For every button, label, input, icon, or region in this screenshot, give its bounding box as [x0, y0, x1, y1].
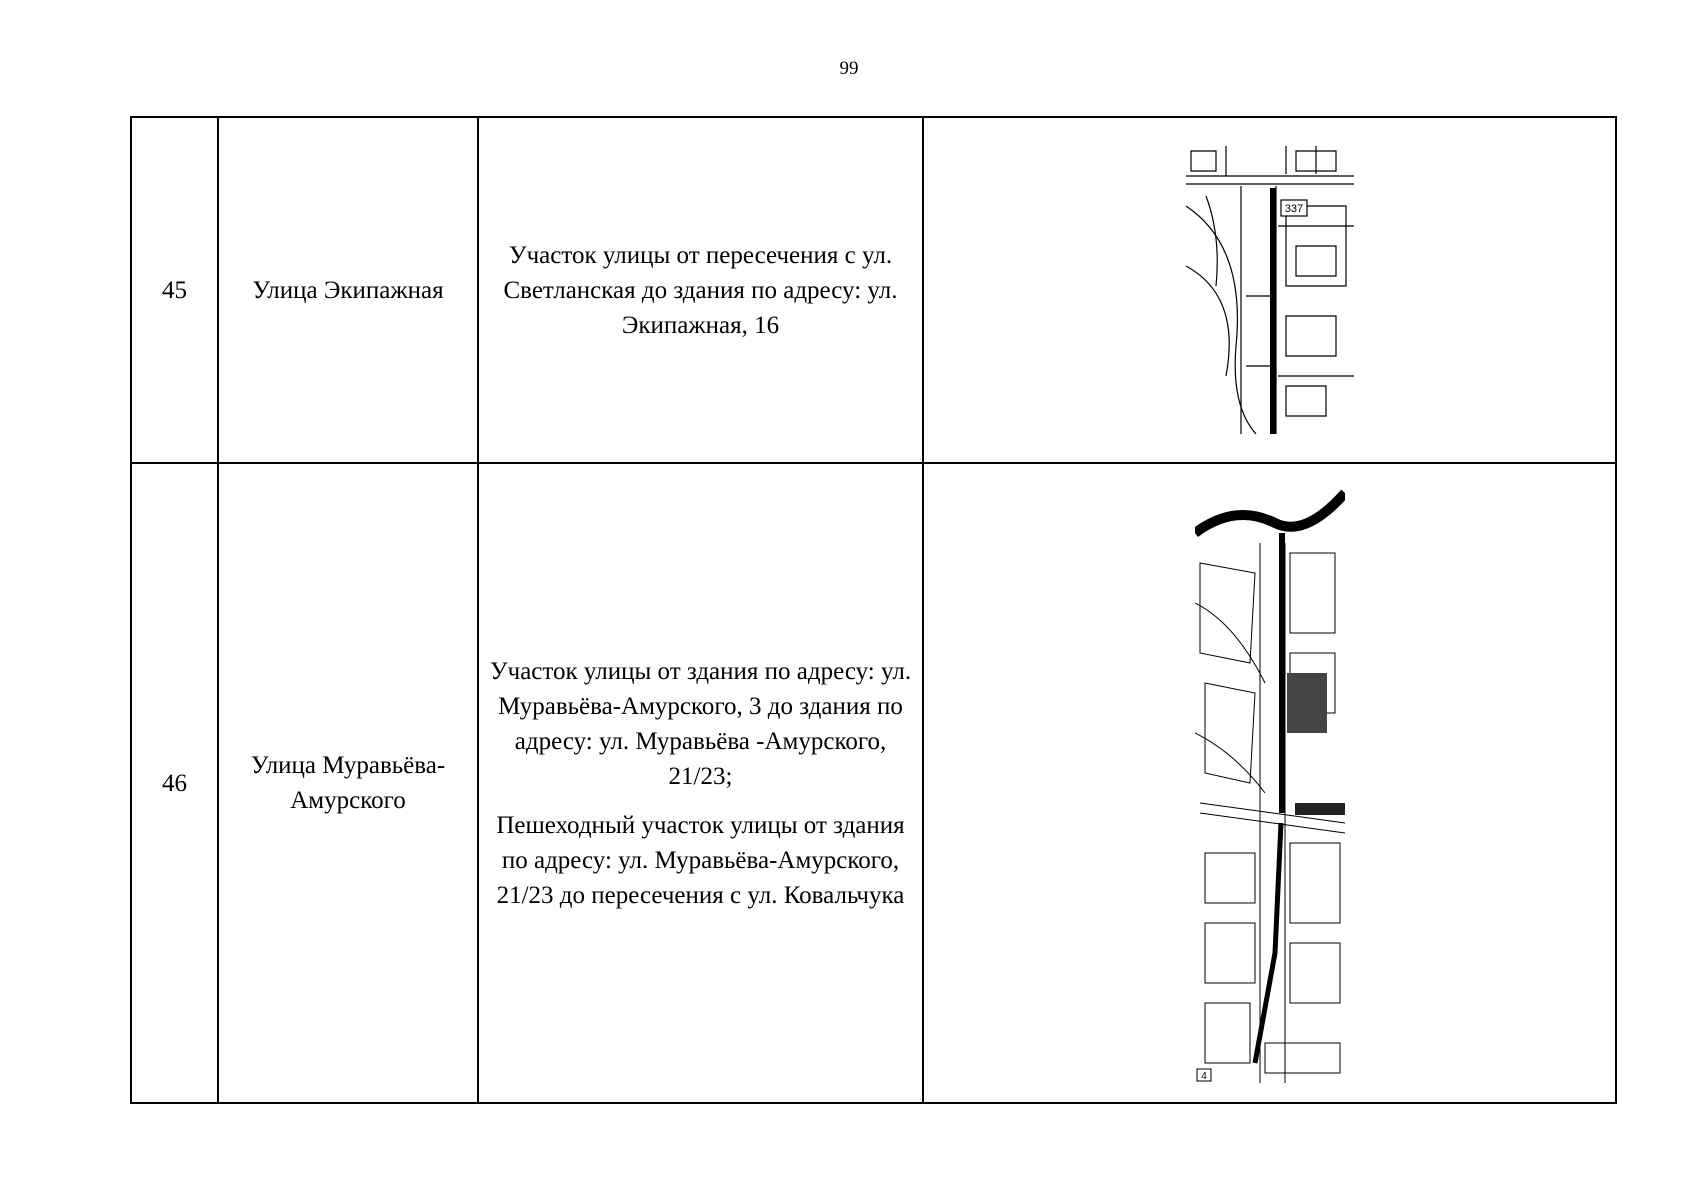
table-row — [131, 463, 1616, 1103]
street-name: Улица Муравьёва-Амурского — [218, 463, 478, 1103]
map-cell — [923, 117, 1616, 463]
map-label: 4 — [1200, 1071, 1207, 1082]
street-section-description — [478, 463, 923, 1103]
description-paragraph: Участок улицы от здания по адресу: ул. Муравьёва-Амурского, 3 до здания по адресу: ул. Муравьёва -Амурского, 21/23; — [489, 657, 912, 790]
page-number: 99 — [839, 58, 859, 79]
table-row — [131, 117, 1616, 463]
row-number: 46 — [131, 463, 218, 1103]
map-cell — [923, 463, 1616, 1103]
street-name: Улица Экипажная — [218, 117, 478, 463]
map-label: 337 — [1284, 203, 1303, 215]
streets-table — [130, 116, 1617, 1104]
description-paragraph: Пешеходный участок улицы от здания по адресу: ул. Муравьёва-Амурского, 21/23 до пересечения с ул. Ковальчука — [496, 811, 905, 909]
street-map-image — [1195, 483, 1345, 1083]
street-map-image — [1186, 146, 1354, 434]
row-number: 45 — [131, 117, 218, 463]
street-section-description — [478, 117, 923, 463]
description-paragraph: Участок улицы от пересечения с ул. Светланская до здания по адресу: ул. Экипажная, 16 — [503, 241, 898, 339]
